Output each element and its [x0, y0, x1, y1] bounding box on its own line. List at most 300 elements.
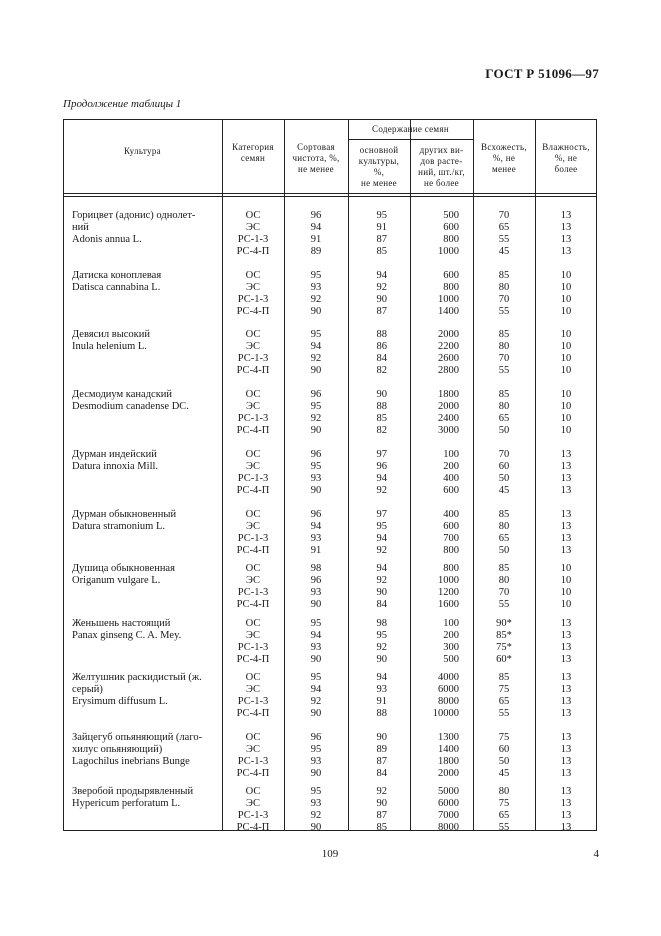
germination-cell: 80	[498, 786, 510, 797]
category-cell: РС-4-П	[236, 485, 270, 496]
other-species-cell: 1000	[438, 246, 459, 257]
purity-cell: 93	[310, 473, 322, 484]
crop-name-line: Inula helenium L.	[72, 341, 147, 352]
main-crop-cell: 88	[376, 329, 387, 340]
germination-cell: 80	[498, 401, 510, 412]
purity-cell: 96	[310, 732, 322, 743]
main-crop-cell: 94	[376, 533, 387, 544]
purity-cell: 90	[310, 768, 322, 779]
crop-name-line: хилус опьяняющий)	[72, 744, 163, 755]
main-crop-cell: 90	[376, 587, 387, 598]
moisture-cell: 13	[560, 449, 572, 460]
purity-cell: 90	[310, 425, 322, 436]
crop-name	[72, 329, 218, 353]
main-crop-cell: 92	[376, 642, 387, 653]
purity-cell: 90	[310, 599, 322, 610]
other-species-cell: 1400	[438, 744, 459, 755]
purity-cell: 92	[310, 810, 322, 821]
category-cell: РС-1-3	[237, 642, 269, 653]
category-cell: ОС	[245, 786, 261, 797]
germination-cell: 50	[498, 756, 510, 767]
category-cell: РС-1-3	[237, 696, 269, 707]
crop-name-line: Желтушник раскидистый (ж.	[72, 672, 202, 683]
header-divider	[63, 193, 597, 194]
crop-name-line: Adonis annua L.	[72, 234, 142, 245]
main-crop-cell: 92	[376, 575, 387, 586]
other-species-cell: 100	[443, 618, 459, 629]
other-species-cell: 700	[443, 533, 459, 544]
category-cell: РС-4-П	[236, 545, 270, 556]
header-moisture: Влажность, %, не более	[542, 142, 590, 174]
crop-name-line: Datisca cannabina L.	[72, 282, 161, 293]
crop-name	[72, 509, 218, 533]
category-cell: ОС	[245, 618, 261, 629]
crop-name	[72, 672, 218, 708]
moisture-cell: 13	[560, 461, 572, 472]
other-species-cell: 4000	[438, 672, 459, 683]
category-cell: ОС	[245, 449, 261, 460]
main-crop-cell: 92	[376, 282, 387, 293]
moisture-cell: 13	[560, 786, 572, 797]
main-crop-cell: 98	[376, 618, 387, 629]
purity-cell: 95	[310, 461, 322, 472]
other-species-cell: 200	[443, 630, 459, 641]
category-cell: ЭС	[246, 630, 260, 641]
moisture-cell: 10	[560, 306, 572, 317]
purity-cell: 90	[310, 365, 322, 376]
crop-name-line: Зверобой продырявленный	[72, 786, 194, 797]
category-cell: ОС	[245, 509, 261, 520]
category-cell: РС-4-П	[236, 822, 270, 833]
moisture-cell: 13	[560, 798, 572, 809]
header-crop: Культура	[124, 146, 161, 156]
crop-name	[72, 563, 218, 587]
header-category: Категория семян	[232, 142, 274, 163]
crop-name	[72, 786, 218, 810]
germination-cell: 80	[498, 341, 510, 352]
category-cell: РС-1-3	[237, 353, 269, 364]
header-content-group: Содержание семян	[372, 124, 449, 134]
other-species-cell: 600	[443, 521, 459, 532]
crop-name-line: Дурман обыкновенный	[72, 509, 177, 520]
main-crop-cell: 87	[376, 306, 387, 317]
germination-cell: 70	[498, 353, 510, 364]
purity-cell: 92	[310, 696, 322, 707]
crop-name-line: Panax ginseng C. A. Mey.	[72, 630, 182, 641]
purity-cell: 96	[310, 509, 322, 520]
moisture-cell: 10	[560, 282, 572, 293]
purity-cell: 95	[310, 786, 322, 797]
germination-cell: 65	[498, 810, 510, 821]
category-cell: РС-4-П	[236, 708, 270, 719]
main-crop-cell: 85	[376, 822, 387, 833]
main-crop-cell: 91	[376, 222, 387, 233]
purity-cell: 95	[310, 270, 322, 281]
crop-name-line: Дурман индейский	[72, 449, 157, 460]
purity-cell: 95	[310, 672, 322, 683]
main-crop-cell: 92	[376, 786, 387, 797]
other-species-cell: 1000	[438, 575, 459, 586]
crop-name	[72, 449, 218, 473]
moisture-cell: 13	[560, 744, 572, 755]
germination-cell: 80	[498, 575, 510, 586]
purity-cell: 93	[310, 533, 322, 544]
category-cell: РС-4-П	[236, 599, 270, 610]
other-species-cell: 10000	[432, 708, 459, 719]
purity-cell: 92	[310, 294, 322, 305]
standard-code: ГОСТ Р 51096—97	[485, 66, 599, 81]
header-main-crop: основной культуры, %, не менее	[358, 145, 400, 188]
main-crop-cell: 96	[376, 461, 387, 472]
other-species-cell: 500	[443, 654, 459, 665]
germination-cell: 75*	[496, 642, 512, 653]
category-cell: ЭС	[246, 744, 260, 755]
other-species-cell: 800	[443, 545, 459, 556]
germination-cell: 90*	[496, 618, 512, 629]
germination-cell: 45	[498, 768, 510, 779]
other-species-cell: 8000	[438, 822, 459, 833]
purity-cell: 98	[310, 563, 322, 574]
main-crop-cell: 90	[376, 654, 387, 665]
other-species-cell: 2000	[438, 768, 459, 779]
moisture-cell: 13	[560, 618, 572, 629]
moisture-cell: 13	[560, 545, 572, 556]
category-cell: РС-1-3	[237, 234, 269, 245]
other-species-cell: 8000	[438, 696, 459, 707]
germination-cell: 55	[498, 365, 510, 376]
germination-cell: 75	[498, 684, 510, 695]
other-species-cell: 800	[443, 282, 459, 293]
moisture-cell: 13	[560, 708, 572, 719]
moisture-cell: 10	[560, 599, 572, 610]
other-species-cell: 2400	[438, 413, 459, 424]
germination-cell: 70	[498, 449, 510, 460]
germination-cell: 70	[498, 587, 510, 598]
crop-name-line: Erysimum diffusum L.	[72, 696, 168, 707]
germination-cell: 85	[498, 672, 510, 683]
other-species-cell: 2600	[438, 353, 459, 364]
category-cell: ОС	[245, 210, 261, 221]
crop-name-line: Desmodium canadense DC.	[72, 401, 189, 412]
main-crop-cell: 90	[376, 389, 387, 400]
purity-cell: 96	[310, 210, 322, 221]
germination-cell: 85*	[496, 630, 512, 641]
other-species-cell: 1800	[438, 756, 459, 767]
other-species-cell: 2200	[438, 341, 459, 352]
crop-name-line: Datura innoxia Mill.	[72, 461, 159, 472]
main-crop-cell: 95	[376, 521, 387, 532]
category-cell: РС-1-3	[237, 756, 269, 767]
sheet-number: 4	[593, 848, 599, 860]
germination-cell: 45	[498, 485, 510, 496]
moisture-cell: 13	[560, 768, 572, 779]
category-cell: РС-1-3	[237, 413, 269, 424]
moisture-cell: 13	[560, 642, 572, 653]
header-purity: Сортовая чистота, %, не менее	[292, 142, 340, 174]
main-crop-cell: 82	[376, 425, 387, 436]
moisture-cell: 13	[560, 509, 572, 520]
category-cell: ЭС	[246, 401, 260, 412]
germination-cell: 85	[498, 389, 510, 400]
moisture-cell: 10	[560, 413, 572, 424]
germination-cell: 75	[498, 798, 510, 809]
purity-cell: 93	[310, 282, 322, 293]
crop-name	[72, 732, 218, 768]
other-species-cell: 600	[443, 270, 459, 281]
purity-cell: 91	[310, 545, 322, 556]
category-cell: РС-1-3	[237, 587, 269, 598]
main-crop-cell: 82	[376, 365, 387, 376]
other-species-cell: 6000	[438, 798, 459, 809]
germination-cell: 55	[498, 599, 510, 610]
moisture-cell: 13	[560, 485, 572, 496]
main-crop-cell: 88	[376, 401, 387, 412]
other-species-cell: 7000	[438, 810, 459, 821]
moisture-cell: 10	[560, 401, 572, 412]
category-cell: РС-1-3	[237, 533, 269, 544]
purity-cell: 93	[310, 798, 322, 809]
category-cell: ЭС	[246, 575, 260, 586]
crop-name-line: Душица обыкновенная	[72, 563, 175, 574]
category-cell: ОС	[245, 270, 261, 281]
category-cell: ЭС	[246, 684, 260, 695]
category-cell: РС-4-П	[236, 246, 270, 257]
purity-cell: 89	[310, 246, 322, 257]
moisture-cell: 10	[560, 353, 572, 364]
moisture-cell: 13	[560, 521, 572, 532]
germination-cell: 65	[498, 222, 510, 233]
main-crop-cell: 94	[376, 473, 387, 484]
germination-cell: 55	[498, 822, 510, 833]
other-species-cell: 400	[443, 473, 459, 484]
header-divider	[63, 196, 597, 197]
moisture-cell: 10	[560, 329, 572, 340]
moisture-cell: 13	[560, 473, 572, 484]
crop-name-line: Датиска коноплевая	[72, 270, 162, 281]
germination-cell: 50	[498, 425, 510, 436]
main-crop-cell: 85	[376, 246, 387, 257]
crop-name-line: Женьшень настоящий	[72, 618, 171, 629]
germination-cell: 50	[498, 545, 510, 556]
germination-cell: 45	[498, 246, 510, 257]
germination-cell: 85	[498, 329, 510, 340]
crop-name-line: серый)	[72, 684, 103, 695]
moisture-cell: 10	[560, 587, 572, 598]
germination-cell: 55	[498, 708, 510, 719]
germination-cell: 65	[498, 533, 510, 544]
germination-cell: 85	[498, 509, 510, 520]
moisture-cell: 13	[560, 234, 572, 245]
germination-cell: 50	[498, 473, 510, 484]
page-number: 109	[321, 848, 339, 860]
header-germination: Всхожесть, %, не менее	[481, 142, 527, 174]
main-crop-cell: 94	[376, 563, 387, 574]
header-other-species: других ви- дов расте- ний, шт./кг, не более	[418, 145, 465, 188]
purity-cell: 96	[310, 449, 322, 460]
purity-cell: 93	[310, 587, 322, 598]
other-species-cell: 1000	[438, 294, 459, 305]
germination-cell: 75	[498, 732, 510, 743]
category-cell: РС-4-П	[236, 365, 270, 376]
main-crop-cell: 87	[376, 810, 387, 821]
crop-name-line: ний	[72, 222, 89, 233]
germination-cell: 80	[498, 282, 510, 293]
purity-cell: 90	[310, 654, 322, 665]
other-species-cell: 1600	[438, 599, 459, 610]
category-cell: ЭС	[246, 521, 260, 532]
moisture-cell: 13	[560, 732, 572, 743]
germination-cell: 60	[498, 461, 510, 472]
purity-cell: 93	[310, 756, 322, 767]
purity-cell: 94	[310, 684, 322, 695]
moisture-cell: 10	[560, 563, 572, 574]
purity-cell: 94	[310, 341, 322, 352]
category-cell: ОС	[245, 672, 261, 683]
germination-cell: 55	[498, 234, 510, 245]
category-cell: РС-4-П	[236, 654, 270, 665]
other-species-cell: 500	[443, 210, 459, 221]
crop-name-line: Lagochilus inebrians Bunge	[72, 756, 190, 767]
purity-cell: 90	[310, 306, 322, 317]
moisture-cell: 13	[560, 696, 572, 707]
germination-cell: 60*	[496, 654, 512, 665]
moisture-cell: 10	[560, 425, 572, 436]
subheader-divider	[348, 139, 473, 140]
other-species-cell: 2000	[438, 401, 459, 412]
crop-name-line: Datura stramonium L.	[72, 521, 166, 532]
main-crop-cell: 97	[376, 509, 387, 520]
other-species-cell: 200	[443, 461, 459, 472]
main-crop-cell: 94	[376, 672, 387, 683]
purity-cell: 95	[310, 329, 322, 340]
moisture-cell: 10	[560, 389, 572, 400]
purity-cell: 95	[310, 618, 322, 629]
other-species-cell: 800	[443, 563, 459, 574]
moisture-cell: 13	[560, 672, 572, 683]
crop-name	[72, 618, 218, 642]
other-species-cell: 800	[443, 234, 459, 245]
main-crop-cell: 91	[376, 696, 387, 707]
main-crop-cell: 84	[376, 768, 387, 779]
main-crop-cell: 93	[376, 684, 387, 695]
main-crop-cell: 86	[376, 341, 387, 352]
crop-name	[72, 210, 218, 246]
germination-cell: 85	[498, 563, 510, 574]
category-cell: РС-4-П	[236, 425, 270, 436]
main-crop-cell: 95	[376, 630, 387, 641]
moisture-cell: 13	[560, 222, 572, 233]
category-cell: ОС	[245, 389, 261, 400]
moisture-cell: 10	[560, 341, 572, 352]
other-species-cell: 1300	[438, 732, 459, 743]
purity-cell: 96	[310, 389, 322, 400]
other-species-cell: 6000	[438, 684, 459, 695]
other-species-cell: 2000	[438, 329, 459, 340]
main-crop-cell: 87	[376, 756, 387, 767]
other-species-cell: 400	[443, 509, 459, 520]
category-cell: ЭС	[246, 222, 260, 233]
other-species-cell: 5000	[438, 786, 459, 797]
purity-cell: 91	[310, 234, 322, 245]
main-crop-cell: 94	[376, 270, 387, 281]
germination-cell: 70	[498, 294, 510, 305]
purity-cell: 90	[310, 708, 322, 719]
main-crop-cell: 84	[376, 599, 387, 610]
purity-cell: 95	[310, 401, 322, 412]
germination-cell: 60	[498, 744, 510, 755]
purity-cell: 92	[310, 413, 322, 424]
moisture-cell: 13	[560, 654, 572, 665]
crop-name-line: Горицвет (адонис) однолет-	[72, 210, 196, 221]
moisture-cell: 13	[560, 630, 572, 641]
moisture-cell: 10	[560, 294, 572, 305]
category-cell: РС-1-3	[237, 294, 269, 305]
moisture-cell: 10	[560, 575, 572, 586]
purity-cell: 96	[310, 575, 322, 586]
moisture-cell: 13	[560, 246, 572, 257]
moisture-cell: 10	[560, 270, 572, 281]
moisture-cell: 13	[560, 684, 572, 695]
purity-cell: 95	[310, 744, 322, 755]
germination-cell: 70	[498, 210, 510, 221]
main-crop-cell: 90	[376, 798, 387, 809]
main-crop-cell: 88	[376, 708, 387, 719]
main-crop-cell: 92	[376, 485, 387, 496]
crop-name-line: Origanum vulgare L.	[72, 575, 161, 586]
moisture-cell: 13	[560, 210, 572, 221]
moisture-cell: 13	[560, 822, 572, 833]
crop-name-line: Девясил высокий	[72, 329, 151, 340]
category-cell: ОС	[245, 329, 261, 340]
other-species-cell: 600	[443, 485, 459, 496]
purity-cell: 93	[310, 642, 322, 653]
other-species-cell: 3000	[438, 425, 459, 436]
category-cell: ЭС	[246, 461, 260, 472]
crop-name-line: Hypericum perforatum L.	[72, 798, 181, 809]
category-cell: ЭС	[246, 798, 260, 809]
category-cell: ЭС	[246, 341, 260, 352]
moisture-cell: 13	[560, 756, 572, 767]
purity-cell: 94	[310, 521, 322, 532]
purity-cell: 92	[310, 353, 322, 364]
other-species-cell: 600	[443, 222, 459, 233]
moisture-cell: 13	[560, 533, 572, 544]
main-crop-cell: 95	[376, 210, 387, 221]
other-species-cell: 1200	[438, 587, 459, 598]
category-cell: РС-4-П	[236, 306, 270, 317]
crop-name-line: Зайцегуб опьяняющий (лаго-	[72, 732, 203, 743]
moisture-cell: 10	[560, 365, 572, 376]
germination-cell: 65	[498, 413, 510, 424]
purity-cell: 90	[310, 485, 322, 496]
main-crop-cell: 90	[376, 294, 387, 305]
main-crop-cell: 90	[376, 732, 387, 743]
category-cell: РС-1-3	[237, 473, 269, 484]
main-crop-cell: 92	[376, 545, 387, 556]
main-crop-cell: 85	[376, 413, 387, 424]
table-continuation-caption: Продолжение таблицы 1	[63, 98, 182, 110]
category-cell: РС-4-П	[236, 768, 270, 779]
main-crop-cell: 84	[376, 353, 387, 364]
main-crop-cell: 87	[376, 234, 387, 245]
crop-name	[72, 389, 218, 413]
main-crop-cell: 89	[376, 744, 387, 755]
category-cell: ОС	[245, 563, 261, 574]
germination-cell: 85	[498, 270, 510, 281]
crop-name	[72, 270, 218, 294]
germination-cell: 80	[498, 521, 510, 532]
other-species-cell: 2800	[438, 365, 459, 376]
